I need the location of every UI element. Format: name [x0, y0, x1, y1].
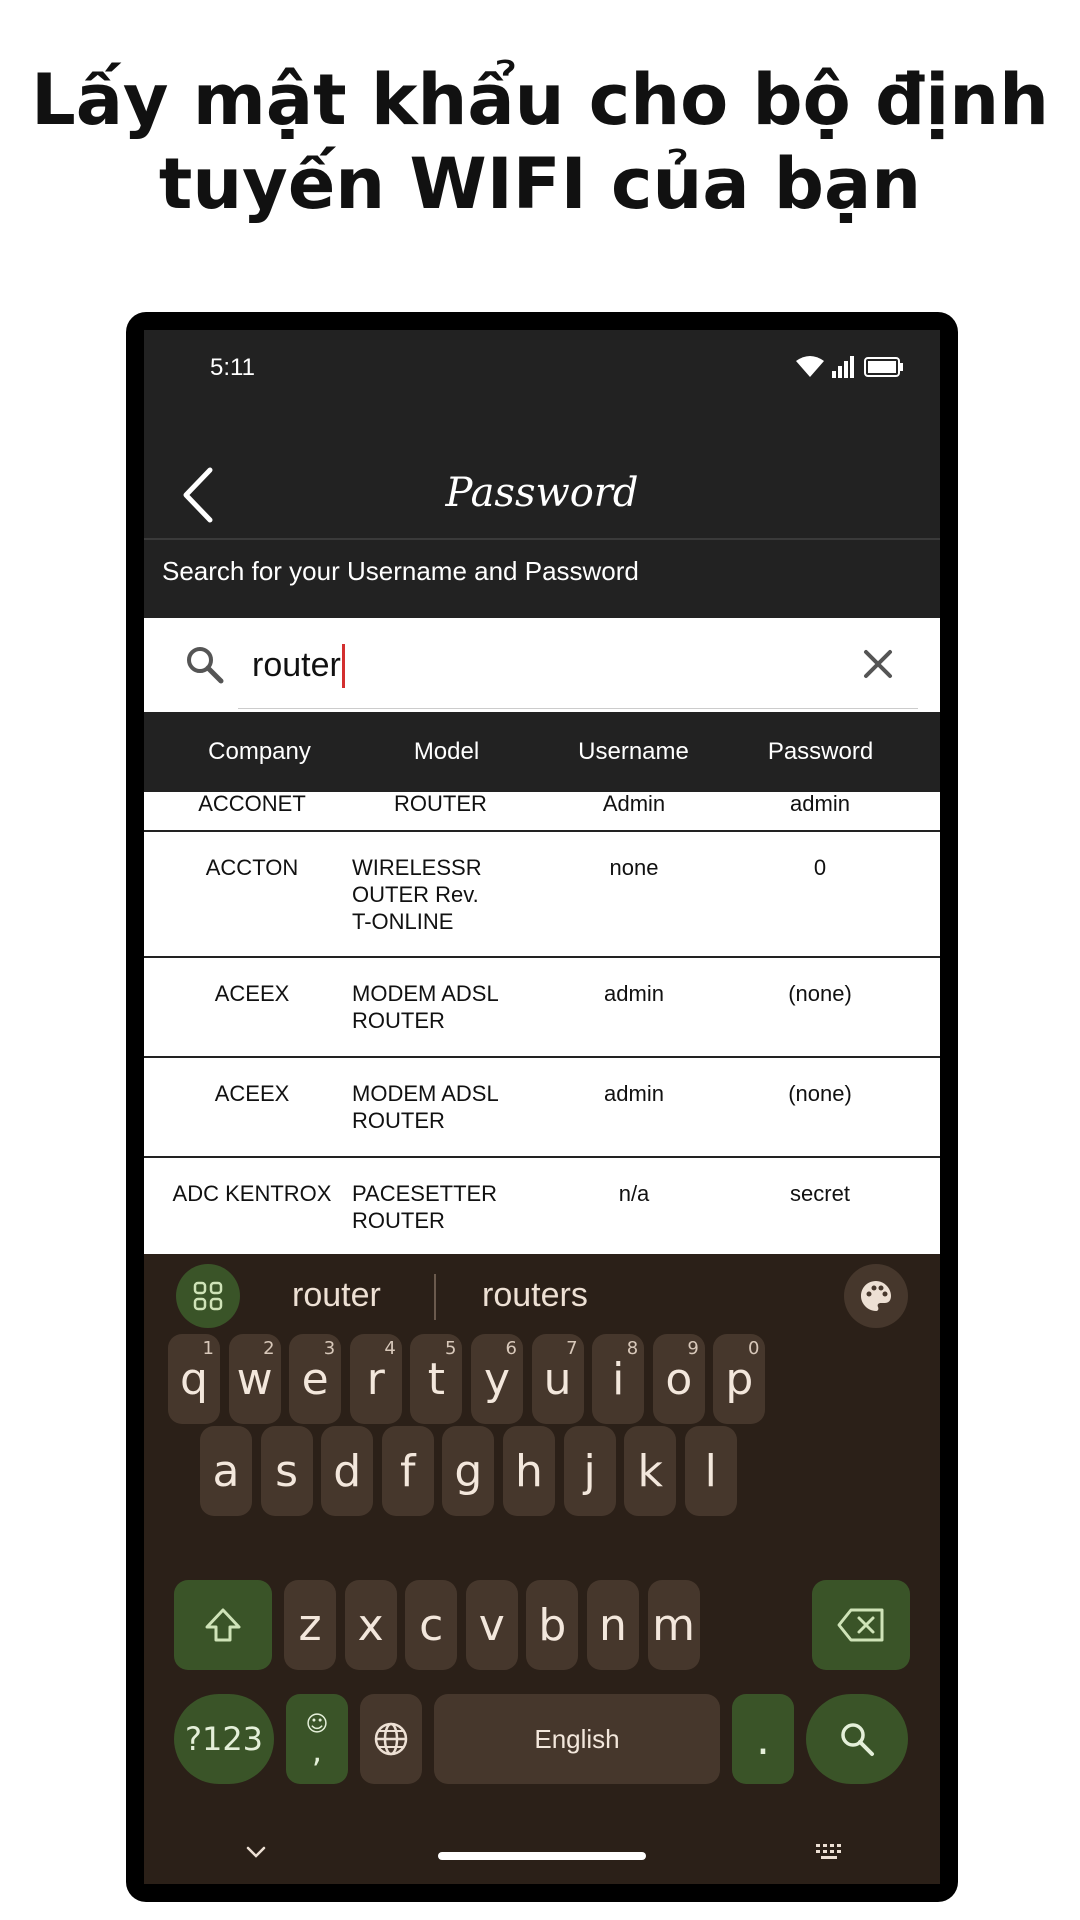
- key-hint: 9: [687, 1338, 699, 1359]
- search-caption: Search for your Username and Password: [162, 556, 639, 586]
- headline: [0, 58, 1080, 226]
- key-l[interactable]: l: [685, 1426, 737, 1516]
- key-o[interactable]: [653, 1334, 705, 1424]
- key-label: w: [236, 1353, 273, 1405]
- key-n[interactable]: n: [587, 1580, 639, 1670]
- chevron-down-icon[interactable]: [244, 1844, 268, 1860]
- text-caret: [342, 644, 345, 688]
- key-j[interactable]: j: [564, 1426, 616, 1516]
- emoji-comma-key[interactable]: [286, 1694, 348, 1784]
- space-key-label: English: [534, 1723, 620, 1754]
- search-bar: [144, 618, 940, 712]
- headline-line-1: Lấy mật khẩu cho bộ định: [31, 59, 1049, 141]
- cell-username: admin: [604, 1081, 664, 1106]
- cell-model: PACESETTER ROUTER: [352, 1181, 498, 1233]
- key-s[interactable]: s: [261, 1426, 313, 1516]
- table-row[interactable]: [144, 1058, 940, 1158]
- column-header-password[interactable]: Password: [767, 738, 874, 765]
- wifi-icon: [796, 356, 824, 378]
- cell-company: ACCTON: [205, 855, 299, 880]
- table-header: [144, 712, 940, 792]
- key-r[interactable]: [350, 1334, 402, 1424]
- battery-icon: [864, 356, 904, 378]
- palette-icon[interactable]: [844, 1264, 908, 1328]
- key-u[interactable]: [532, 1334, 584, 1424]
- table-row[interactable]: [144, 832, 940, 958]
- shift-key[interactable]: [174, 1580, 272, 1670]
- headline-line-2: tuyến WIFI của bạn: [158, 143, 922, 225]
- navigation-bar: [144, 1824, 940, 1884]
- column-header-username[interactable]: Username: [578, 738, 689, 765]
- cell-password: (none): [788, 1081, 852, 1106]
- cell-password: secret: [790, 1181, 850, 1206]
- key-label: p: [725, 1353, 754, 1405]
- key-h[interactable]: h: [503, 1426, 555, 1516]
- key-label: q: [180, 1353, 208, 1405]
- column-header-model[interactable]: Model: [413, 738, 480, 765]
- search-icon: [184, 644, 226, 686]
- emoji-icon: ☺: [305, 1712, 329, 1737]
- on-screen-keyboard: [144, 1254, 940, 1884]
- globe-icon: [372, 1720, 410, 1758]
- key-e[interactable]: [289, 1334, 341, 1424]
- key-w[interactable]: [229, 1334, 281, 1424]
- cell-model: WIRELESSR OUTER Rev. T-ONLINE: [352, 855, 482, 934]
- page-title: Password: [445, 470, 639, 516]
- key-label: y: [483, 1353, 511, 1405]
- key-q[interactable]: [168, 1334, 220, 1424]
- cell-company: ACEEX: [214, 1081, 290, 1106]
- status-icons: [796, 356, 904, 378]
- key-x[interactable]: x: [345, 1580, 397, 1670]
- key-g[interactable]: g: [442, 1426, 494, 1516]
- backspace-key[interactable]: [812, 1580, 910, 1670]
- cell-username: none: [609, 855, 659, 880]
- language-key[interactable]: [360, 1694, 422, 1784]
- key-label: t: [427, 1353, 446, 1405]
- table-row[interactable]: [144, 958, 940, 1058]
- key-f[interactable]: f: [382, 1426, 434, 1516]
- key-hint: 0: [747, 1338, 760, 1359]
- period-key[interactable]: [732, 1694, 794, 1784]
- search-icon: [838, 1720, 876, 1758]
- key-p[interactable]: [713, 1334, 765, 1424]
- suggestion-1[interactable]: router: [292, 1276, 381, 1314]
- key-label: i: [612, 1353, 625, 1405]
- cell-model: MODEM ADSL ROUTER: [352, 1081, 499, 1133]
- status-time: 5:11: [210, 354, 255, 381]
- key-hint: 6: [505, 1338, 517, 1359]
- key-i[interactable]: [592, 1334, 644, 1424]
- results-table: [144, 792, 940, 1254]
- cell-model: MODEM ADSL ROUTER: [352, 981, 499, 1033]
- comma-key-label: ,: [311, 1732, 323, 1770]
- key-c[interactable]: c: [405, 1580, 457, 1670]
- period-key-label: .: [756, 1713, 770, 1765]
- signal-icon: [832, 356, 856, 378]
- key-label: e: [301, 1353, 329, 1405]
- keyboard-icon[interactable]: [814, 1842, 844, 1862]
- cell-password: 0: [813, 855, 827, 880]
- symbols-key[interactable]: [174, 1694, 274, 1784]
- phone-screen: [144, 330, 940, 1884]
- key-label: u: [543, 1353, 572, 1405]
- cell-password: (none): [788, 981, 852, 1006]
- key-m[interactable]: m: [648, 1580, 700, 1670]
- suggestion-bar: [144, 1254, 940, 1340]
- cell-username: Admin: [602, 792, 666, 816]
- space-key[interactable]: [434, 1694, 720, 1784]
- key-v[interactable]: v: [466, 1580, 518, 1670]
- key-d[interactable]: d: [321, 1426, 373, 1516]
- cell-company: ACEEX: [214, 981, 290, 1006]
- search-input[interactable]: [252, 638, 812, 692]
- key-hint: 1: [202, 1338, 214, 1359]
- table-row[interactable]: [144, 792, 940, 832]
- cell-model: ROUTER: [394, 792, 487, 816]
- column-header-company[interactable]: Company: [208, 738, 311, 765]
- key-hint: 8: [626, 1338, 639, 1359]
- cell-username: admin: [604, 981, 664, 1006]
- key-label: r: [366, 1353, 385, 1405]
- phone-frame: [126, 312, 958, 1902]
- cell-company: ADC KENTROX: [172, 1181, 332, 1206]
- key-y[interactable]: [471, 1334, 523, 1424]
- suggestion-separator: [434, 1274, 436, 1320]
- key-hint: 5: [444, 1338, 457, 1359]
- key-label: o: [665, 1353, 693, 1405]
- table-row[interactable]: [144, 1158, 940, 1254]
- status-bar: [144, 330, 940, 410]
- apps-grid-icon[interactable]: [176, 1264, 240, 1328]
- key-hint: 7: [566, 1338, 578, 1359]
- key-hint: 3: [323, 1338, 336, 1359]
- app-bar: [144, 410, 940, 618]
- search-underline: [238, 708, 918, 709]
- home-indicator[interactable]: [438, 1852, 646, 1860]
- app-bar-divider: [144, 538, 940, 540]
- key-hint: 2: [263, 1338, 275, 1359]
- key-t[interactable]: [410, 1334, 462, 1424]
- cell-company: ACCONET: [198, 792, 306, 816]
- key-z[interactable]: z: [284, 1580, 336, 1670]
- close-icon[interactable]: [858, 644, 898, 684]
- symbols-key-label: ?123: [184, 1720, 264, 1758]
- key-k[interactable]: k: [624, 1426, 676, 1516]
- cell-password: admin: [790, 792, 850, 816]
- key-hint: 4: [384, 1338, 396, 1359]
- suggestion-2[interactable]: routers: [482, 1276, 588, 1314]
- key-b[interactable]: b: [526, 1580, 578, 1670]
- key-a[interactable]: a: [200, 1426, 252, 1516]
- search-key[interactable]: [806, 1694, 908, 1784]
- cell-username: n/a: [618, 1181, 650, 1206]
